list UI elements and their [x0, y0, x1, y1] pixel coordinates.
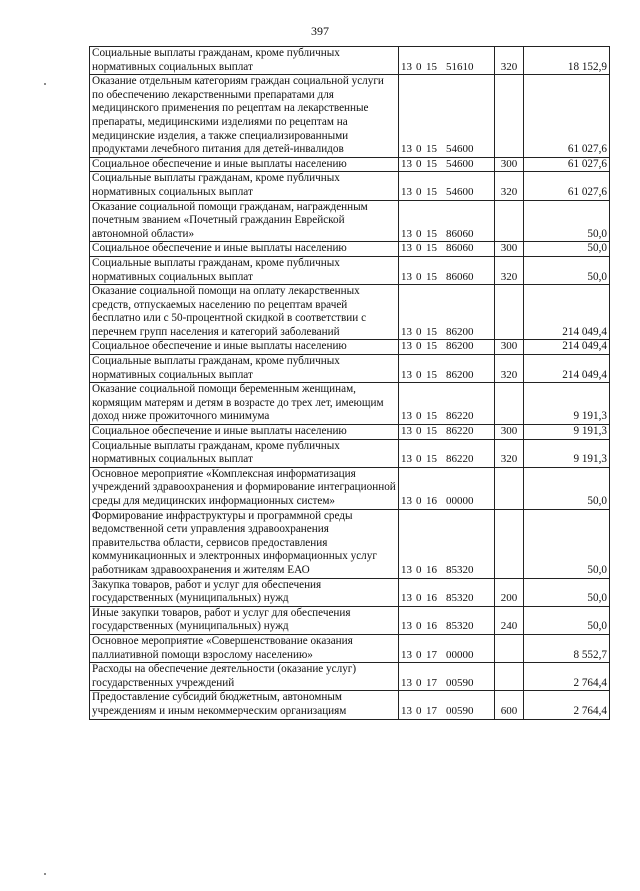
row-sum: 9 191,3	[524, 439, 610, 467]
table-row	[90, 355, 610, 383]
code-part: 13	[401, 453, 412, 466]
code-part: 15	[426, 453, 437, 466]
row-sum: 214 049,4	[524, 285, 610, 340]
code-part: 0	[416, 185, 422, 198]
table-row	[90, 691, 610, 719]
row-expense-type: 300	[495, 242, 524, 257]
row-code	[399, 425, 495, 440]
code-part: 13	[401, 410, 412, 423]
code-part: 13	[401, 185, 412, 198]
code-part: 13	[401, 648, 412, 661]
code-part: 51610	[446, 60, 474, 73]
table-row	[90, 439, 610, 467]
row-sum: 50,0	[524, 606, 610, 634]
code-part: 13	[401, 157, 412, 170]
code-part: 85320	[446, 563, 474, 576]
row-code	[399, 242, 495, 257]
row-sum: 2 764,4	[524, 663, 610, 691]
row-expense-type: 300	[495, 157, 524, 172]
code-part: 0	[416, 410, 422, 423]
table-row	[90, 340, 610, 355]
row-name: Социальные выплаты гражданам, кроме публичных нормативных социальных выплат	[90, 439, 399, 467]
row-name: Социальные выплаты гражданам, кроме публичных нормативных социальных выплат	[90, 47, 399, 75]
row-code	[399, 634, 495, 662]
code-part: 13	[401, 227, 412, 240]
row-name: Оказание социальной помощи гражданам, награжденным почетным званием «Почетный гражданин Еврейской автономной области»	[90, 200, 399, 242]
row-sum: 50,0	[524, 578, 610, 606]
code-part: 13	[401, 270, 412, 283]
row-sum: 9 191,3	[524, 425, 610, 440]
code-part: 15	[426, 368, 437, 381]
code-part: 86200	[446, 340, 474, 353]
row-sum: 61 027,6	[524, 157, 610, 172]
code-part: 85320	[446, 592, 474, 605]
code-part: 0	[416, 563, 422, 576]
code-part: 15	[426, 242, 437, 255]
table-row	[90, 663, 610, 691]
row-expense-type	[495, 75, 524, 158]
code-part: 86060	[446, 227, 474, 240]
code-part: 0	[416, 648, 422, 661]
row-expense-type	[495, 285, 524, 340]
table-row	[90, 634, 610, 662]
row-expense-type: 320	[495, 172, 524, 200]
code-part: 13	[401, 242, 412, 255]
row-expense-type	[495, 509, 524, 578]
row-code	[399, 285, 495, 340]
row-expense-type	[495, 663, 524, 691]
scan-speck	[44, 873, 46, 875]
code-part: 86200	[446, 368, 474, 381]
code-part: 00000	[446, 648, 474, 661]
row-name: Социальное обеспечение и иные выплаты населению	[90, 425, 399, 440]
code-part: 15	[426, 227, 437, 240]
table-row	[90, 606, 610, 634]
row-code	[399, 383, 495, 425]
code-part: 17	[426, 704, 437, 717]
row-name: Закупка товаров, работ и услуг для обеспечения государственных (муниципальных) нужд	[90, 578, 399, 606]
row-code	[399, 663, 495, 691]
row-expense-type: 240	[495, 606, 524, 634]
row-name: Социальные выплаты гражданам, кроме публичных нормативных социальных выплат	[90, 256, 399, 284]
row-sum: 50,0	[524, 256, 610, 284]
code-part: 54600	[446, 185, 474, 198]
code-part: 16	[426, 495, 437, 507]
row-code	[399, 157, 495, 172]
code-part: 16	[426, 620, 437, 633]
table-row	[90, 242, 610, 257]
row-code	[399, 256, 495, 284]
row-expense-type	[495, 200, 524, 242]
row-expense-type: 600	[495, 691, 524, 719]
code-part: 0	[416, 425, 422, 438]
row-sum: 18 152,9	[524, 47, 610, 75]
code-part: 00590	[446, 704, 474, 717]
code-part: 0	[416, 676, 422, 689]
code-part: 86220	[446, 453, 474, 466]
budget-table	[89, 46, 610, 720]
code-part: 0	[416, 368, 422, 381]
code-part: 86060	[446, 270, 474, 283]
row-expense-type	[495, 634, 524, 662]
code-part: 86220	[446, 425, 474, 438]
code-part: 15	[426, 143, 437, 156]
row-name: Иные закупки товаров, работ и услуг для обеспечения государственных (муниципальных) нужд	[90, 606, 399, 634]
code-part: 0	[416, 704, 422, 717]
table-row	[90, 47, 610, 75]
row-name: Оказание социальной помощи на оплату лекарственных средств, отпускаемых населению по рецептам врачей бесплатно или с 50-процентной скидкой в соответствии с перечнем групп населения и категорий заболеваний	[90, 285, 399, 340]
row-code	[399, 47, 495, 75]
row-expense-type	[495, 467, 524, 509]
row-code	[399, 439, 495, 467]
code-part: 13	[401, 425, 412, 438]
code-part: 13	[401, 704, 412, 717]
code-part: 15	[426, 425, 437, 438]
row-name: Основное мероприятие «Комплексная информатизация учреждений здравоохранения и формирование интеграционной среды для медицинских информационных систем»	[90, 467, 399, 509]
code-part: 13	[401, 495, 412, 507]
code-part: 15	[426, 270, 437, 283]
code-part: 0	[416, 325, 422, 338]
code-part: 0	[416, 340, 422, 353]
row-expense-type: 200	[495, 578, 524, 606]
table-row	[90, 75, 610, 158]
row-name: Формирование инфраструктуры и программной среды ведомственной сети управления здравоохранения правительства области, сервисов предоставления коммуникационных и электронных информационных услуг работникам здравоохранения и жителям ЕАО	[90, 509, 399, 578]
table-row	[90, 285, 610, 340]
table-row	[90, 157, 610, 172]
table-row	[90, 578, 610, 606]
page-number: 397	[311, 24, 329, 38]
code-part: 13	[401, 620, 412, 633]
row-name: Социальные выплаты гражданам, кроме публичных нормативных социальных выплат	[90, 355, 399, 383]
code-part: 13	[401, 340, 412, 353]
row-sum: 50,0	[524, 242, 610, 257]
scan-speck	[44, 83, 46, 85]
code-part: 13	[401, 325, 412, 338]
row-name: Социальное обеспечение и иные выплаты населению	[90, 157, 399, 172]
code-part: 0	[416, 143, 422, 156]
code-part: 13	[401, 368, 412, 381]
code-part: 13	[401, 143, 412, 156]
row-name: Расходы на обеспечение деятельности (оказание услуг) государственных учреждений	[90, 663, 399, 691]
code-part: 0	[416, 620, 422, 633]
code-part: 0	[416, 227, 422, 240]
code-part: 15	[426, 157, 437, 170]
row-expense-type: 320	[495, 439, 524, 467]
row-code	[399, 509, 495, 578]
code-part: 17	[426, 676, 437, 689]
code-part: 0	[416, 592, 422, 605]
row-sum: 50,0	[524, 200, 610, 242]
code-part: 15	[426, 60, 437, 73]
row-code	[399, 172, 495, 200]
code-part: 16	[426, 563, 437, 576]
code-part: 13	[401, 676, 412, 689]
row-name: Основное мероприятие «Совершенствование оказания паллиативной помощи взрослому населению»	[90, 634, 399, 662]
code-part: 13	[401, 592, 412, 605]
table-row	[90, 509, 610, 578]
code-part: 17	[426, 648, 437, 661]
code-part: 0	[416, 495, 422, 507]
row-expense-type: 320	[495, 355, 524, 383]
budget-table-body	[90, 47, 610, 720]
row-sum: 2 764,4	[524, 691, 610, 719]
code-part: 0	[416, 60, 422, 73]
row-sum: 50,0	[524, 467, 610, 509]
row-code	[399, 75, 495, 158]
row-expense-type: 300	[495, 340, 524, 355]
table-row	[90, 172, 610, 200]
row-sum: 9 191,3	[524, 383, 610, 425]
code-part: 86220	[446, 410, 474, 423]
row-expense-type	[495, 383, 524, 425]
table-row	[90, 467, 610, 509]
code-part: 00000	[446, 495, 474, 507]
row-code	[399, 355, 495, 383]
row-sum: 8 552,7	[524, 634, 610, 662]
table-row	[90, 200, 610, 242]
row-code	[399, 578, 495, 606]
row-name: Предоставление субсидий бюджетным, автономным учреждениям и иным некоммерческим организациям	[90, 691, 399, 719]
code-part: 00590	[446, 676, 474, 689]
row-sum: 61 027,6	[524, 75, 610, 158]
code-part: 54600	[446, 143, 474, 156]
code-part: 85320	[446, 620, 474, 633]
code-part: 0	[416, 453, 422, 466]
row-expense-type: 320	[495, 256, 524, 284]
code-part: 13	[401, 60, 412, 73]
code-part: 86200	[446, 325, 474, 338]
row-expense-type: 300	[495, 425, 524, 440]
table-row	[90, 256, 610, 284]
row-name: Социальные выплаты гражданам, кроме публичных нормативных социальных выплат	[90, 172, 399, 200]
code-part: 0	[416, 157, 422, 170]
code-part: 15	[426, 185, 437, 198]
row-code	[399, 200, 495, 242]
row-code	[399, 340, 495, 355]
code-part: 15	[426, 340, 437, 353]
row-code	[399, 467, 495, 509]
code-part: 16	[426, 592, 437, 605]
code-part: 0	[416, 242, 422, 255]
row-sum: 50,0	[524, 509, 610, 578]
row-name: Социальное обеспечение и иные выплаты населению	[90, 340, 399, 355]
table-row	[90, 425, 610, 440]
code-part: 54600	[446, 157, 474, 170]
code-part: 15	[426, 325, 437, 338]
code-part: 0	[416, 270, 422, 283]
row-name: Оказание отдельным категориям граждан социальной услуги по обеспечению лекарственными препаратами для медицинского применения по рецептам на лекарственные препараты, медицинскими изделиями по рецептам на медицинские изделия, а также специализированными продуктами лечебного питания для детей-инвалидов	[90, 75, 399, 158]
table-row	[90, 383, 610, 425]
row-sum: 61 027,6	[524, 172, 610, 200]
code-part: 86060	[446, 242, 474, 255]
row-code	[399, 691, 495, 719]
code-part: 13	[401, 563, 412, 576]
row-code	[399, 606, 495, 634]
row-name: Социальное обеспечение и иные выплаты населению	[90, 242, 399, 257]
row-expense-type: 320	[495, 47, 524, 75]
row-sum: 214 049,4	[524, 355, 610, 383]
code-part: 15	[426, 410, 437, 423]
row-name: Оказание социальной помощи беременным женщинам, кормящим матерям и детям в возрасте до трех лет, имеющим доход ниже прожиточного минимума	[90, 383, 399, 425]
row-sum: 214 049,4	[524, 340, 610, 355]
